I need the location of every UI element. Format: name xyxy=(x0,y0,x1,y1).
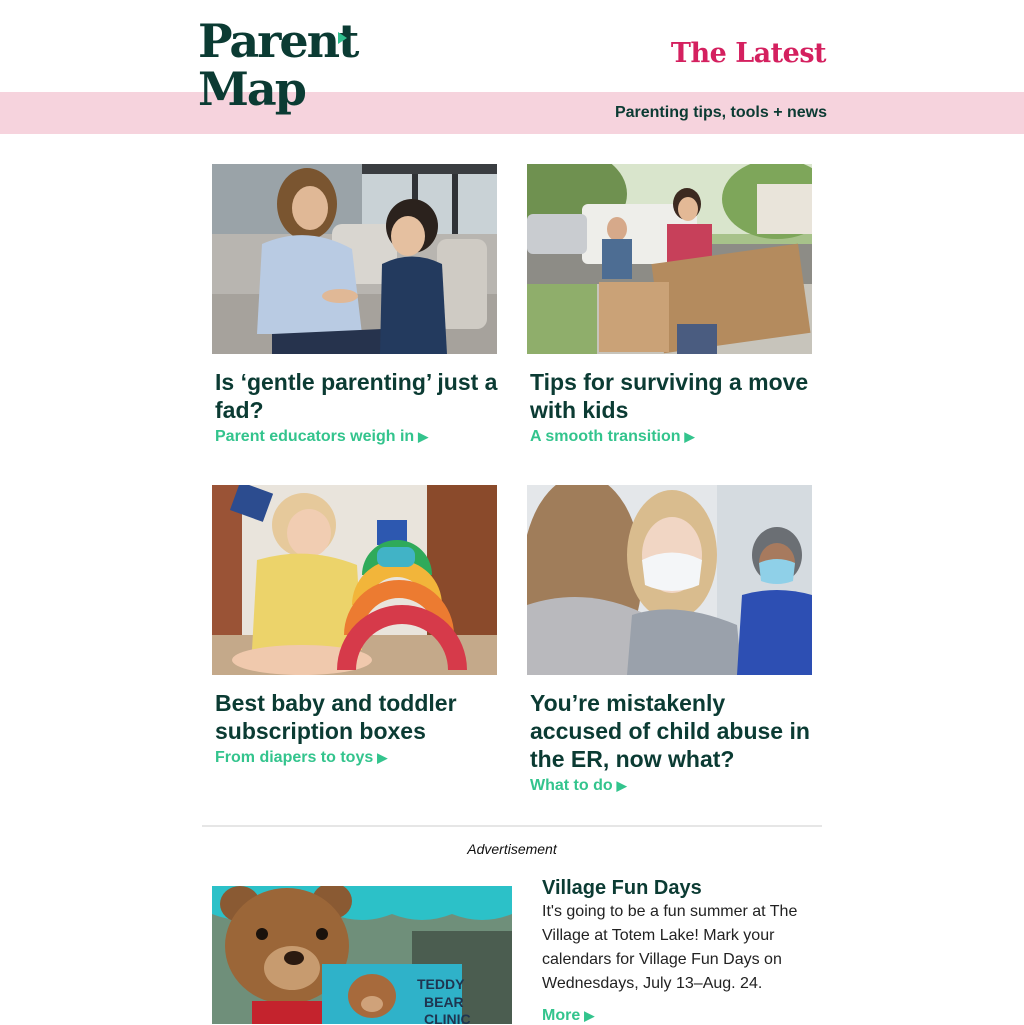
play-arrow-icon: ▶ xyxy=(584,1008,595,1023)
svg-text:CLINIC: CLINIC xyxy=(424,1011,471,1024)
svg-text:TEDDY: TEDDY xyxy=(417,976,465,992)
article-image-toddler-toys[interactable] xyxy=(212,485,497,675)
ad-image-teddy-bear-clinic[interactable] xyxy=(212,886,512,1024)
play-arrow-icon: ▶ xyxy=(377,750,388,765)
ad-title[interactable]: Village Fun Days xyxy=(542,877,702,899)
logo-line-2: Map xyxy=(198,62,305,116)
article-card[interactable] xyxy=(527,164,817,446)
logo-triangle-icon xyxy=(338,32,347,44)
article-subtitle: What to do xyxy=(530,777,613,794)
divider xyxy=(202,825,822,827)
article-title[interactable]: Best baby and toddler subscription boxes xyxy=(215,690,457,744)
article-subtitle-link[interactable] xyxy=(530,428,817,446)
article-subtitle-link[interactable] xyxy=(215,749,502,767)
ad-more-link[interactable] xyxy=(542,1007,594,1025)
ad-body: It's going to be a fun summer at The Village at Totem Lake! Mark your calendars for Village Fun Days on Wednesdays, July 13–Aug. 24. xyxy=(542,903,798,992)
article-subtitle-link[interactable] xyxy=(215,428,502,446)
parentmap-logo[interactable] xyxy=(198,14,358,122)
article-subtitle-link[interactable] xyxy=(530,777,817,795)
ad-more-label: More xyxy=(542,1007,581,1024)
article-image-moving-boxes[interactable] xyxy=(527,164,812,354)
article-image-child-mask[interactable] xyxy=(527,485,812,675)
article-card[interactable] xyxy=(212,485,502,767)
play-arrow-icon: ▶ xyxy=(418,429,429,444)
article-subtitle: A smooth transition xyxy=(530,428,681,445)
article-card[interactable] xyxy=(527,485,817,795)
svg-text:BEAR: BEAR xyxy=(424,994,464,1010)
article-title[interactable]: Tips for surviving a move with kids xyxy=(530,369,809,423)
play-arrow-icon: ▶ xyxy=(684,429,695,444)
article-title[interactable]: You’re mistakenly accused of child abuse in the ER, now what? xyxy=(530,690,810,772)
advertisement-label: Advertisement xyxy=(467,841,557,857)
tagline-bar xyxy=(0,92,1024,134)
section-title: The Latest xyxy=(670,38,826,69)
tagline: Parenting tips, tools + news xyxy=(614,104,827,121)
article-title[interactable]: Is ‘gentle parenting’ just a fad? xyxy=(215,369,498,423)
play-arrow-icon: ▶ xyxy=(616,778,627,793)
header xyxy=(0,0,1024,92)
article-image-mother-son[interactable] xyxy=(212,164,497,354)
article-subtitle: Parent educators weigh in xyxy=(215,428,415,445)
article-subtitle: From diapers to toys xyxy=(215,749,374,766)
article-card[interactable] xyxy=(212,164,502,446)
logo-line-1: Parent xyxy=(198,14,358,68)
